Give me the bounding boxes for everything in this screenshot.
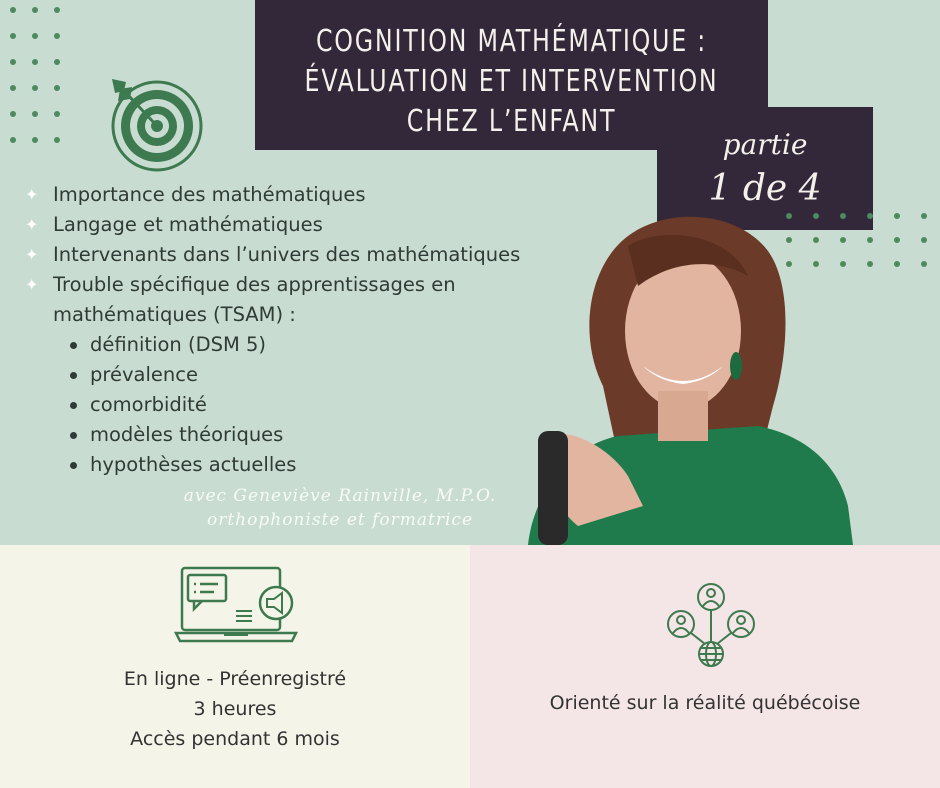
network-people-icon: [665, 582, 757, 668]
list-item: [25, 240, 585, 270]
format-duration: 3 heures: [193, 698, 277, 720]
list-item-text: Trouble spécifique des apprentissages en mathématiques (TSAM) :: [53, 273, 456, 326]
sub-list-item-text: modèles théoriques: [90, 423, 284, 446]
format-access: Accès pendant 6 mois: [130, 728, 340, 750]
list-item-text: Intervenants dans l’univers des mathématiques: [53, 243, 521, 266]
target-arrow-icon: [110, 77, 205, 172]
list-item: [25, 210, 585, 240]
part-number: 1 de 4: [708, 168, 822, 209]
format-mode: En ligne - Préenregistré: [123, 668, 347, 690]
list-item: [25, 180, 585, 210]
sub-list-item-text: définition (DSM 5): [90, 333, 267, 356]
title-line: CHEZ L’ENFANT: [406, 104, 617, 139]
list-item-text: Importance des mathématiques: [53, 183, 366, 206]
sparkle-icon: ✦: [25, 185, 39, 204]
laptop-chat-icon: [174, 565, 298, 645]
sparkle-icon: ✦: [25, 245, 39, 264]
title-line: COGNITION MATHÉMATIQUE :: [315, 24, 708, 59]
author-role: orthophoniste et formatrice: [206, 510, 474, 530]
author-credit: [150, 484, 530, 532]
author-name: avec Geneviève Rainville, M.P.O.: [183, 486, 497, 506]
topic-list: [25, 180, 585, 480]
list-item-text: Langage et mathématiques: [53, 213, 323, 236]
title-line: ÉVALUATION ET INTERVENTION: [304, 64, 719, 99]
dot-pattern-left: [10, 7, 60, 143]
format-info: [0, 664, 470, 754]
presenter-photo: [508, 206, 868, 545]
part-label: partie: [722, 128, 808, 161]
sub-list-item-text: prévalence: [90, 363, 198, 386]
sub-list: [25, 330, 585, 480]
sparkle-icon: ✦: [25, 275, 39, 294]
sub-list-item-text: comorbidité: [90, 393, 207, 416]
sub-list-item-text: hypothèses actuelles: [90, 453, 297, 476]
sparkle-icon: ✦: [25, 215, 39, 234]
list-item: [25, 270, 585, 330]
context-info: Orienté sur la réalité québécoise: [549, 692, 861, 714]
